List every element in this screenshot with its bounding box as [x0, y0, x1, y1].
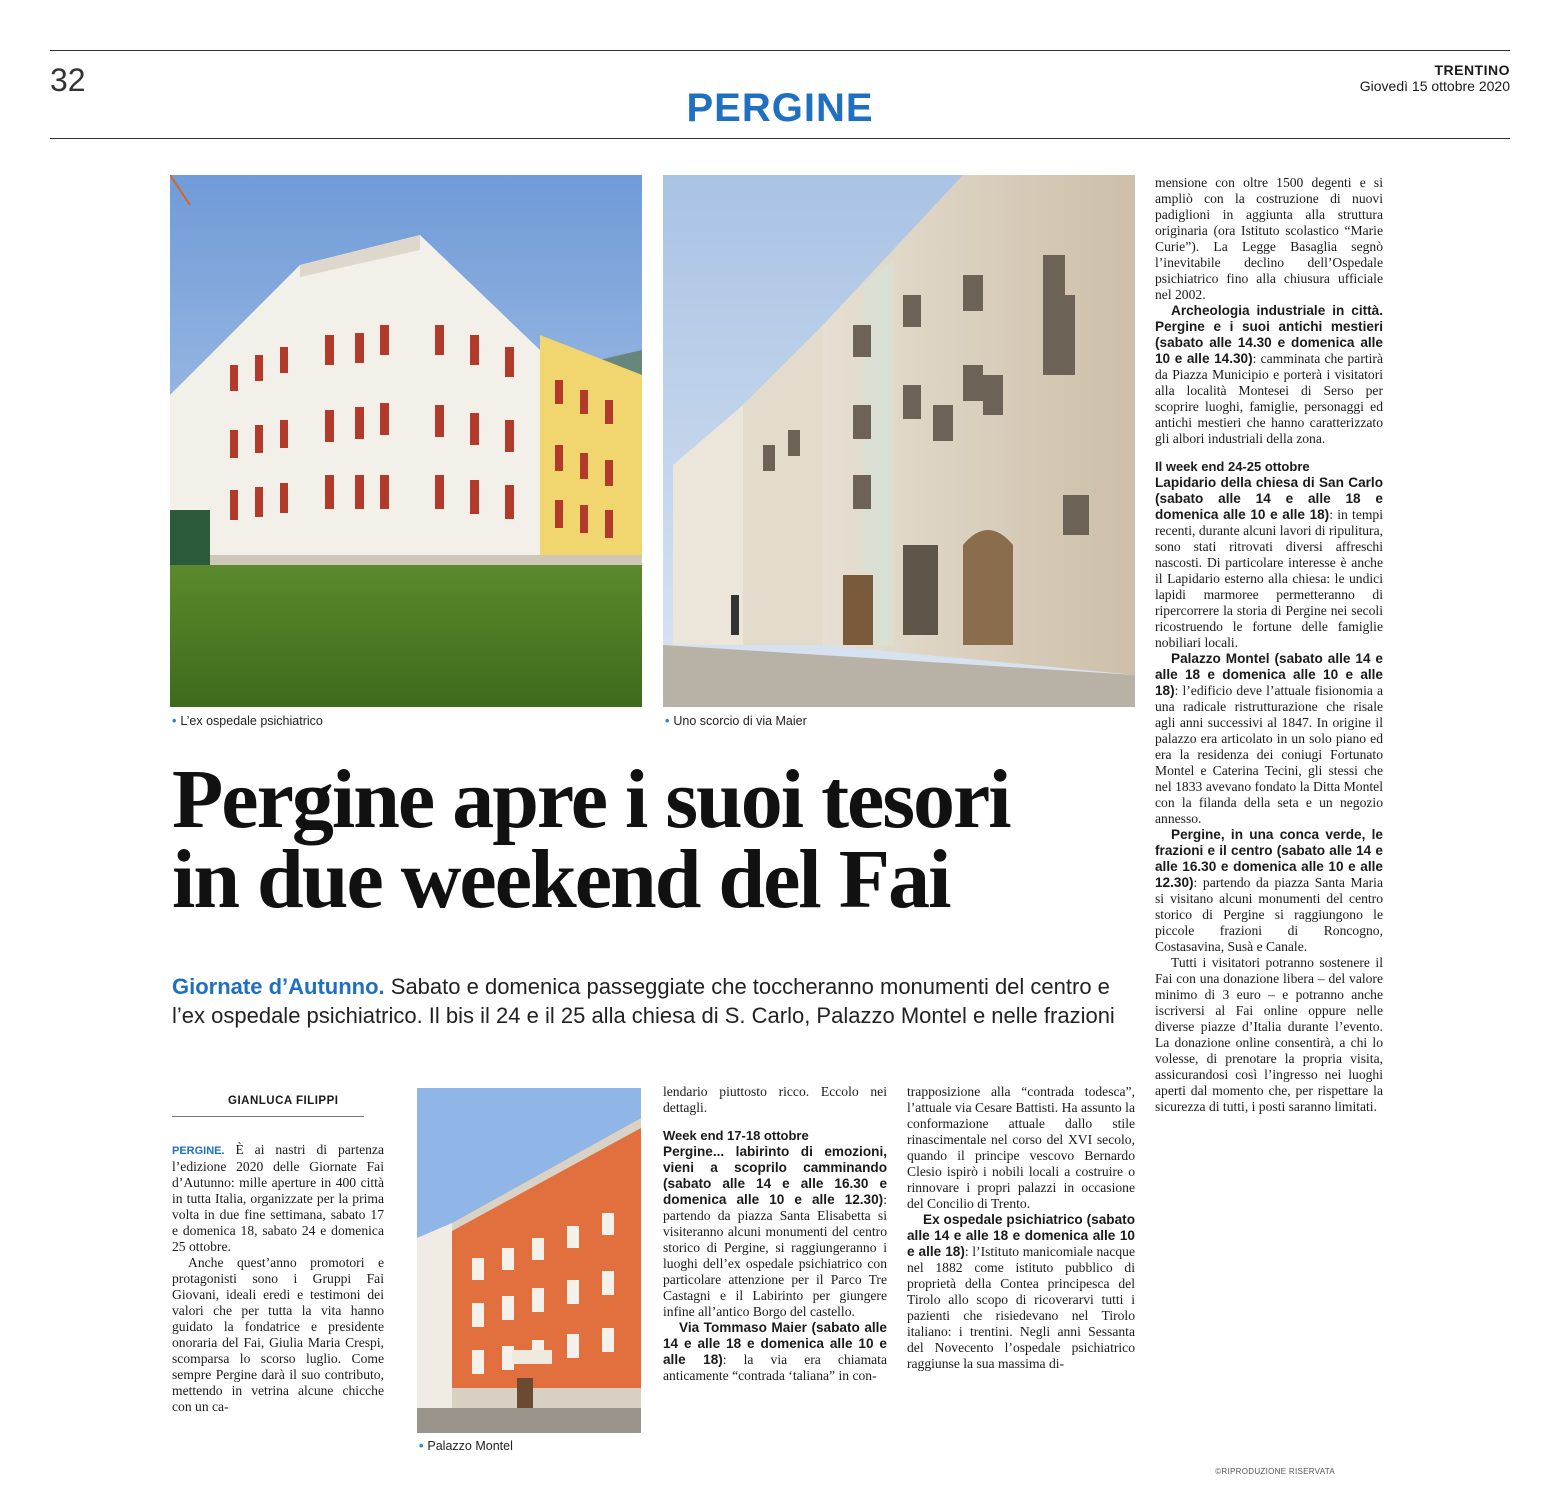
article-column-1 [172, 1142, 384, 1415]
page-number: 32 [50, 62, 86, 98]
paragraph: trapposizione alla “contrada todesca”, l’attuale via Cesare Battisti. Ha assunto la conformazione attuale dallo stile rinascimentale nel corso del XVI secolo, quando il principe vescovo Bernardo Clesio ispirò i nobili locali a costruire o rinnovare i propri palazzi in occasione del Concilio di Trento. [907, 1084, 1135, 1211]
paragraph: Lapidario della chiesa di San Carlo (sabato alle 14 e alle 18 e domenica alle 10 e alle 18): in tempi recenti, durante alcuni lavori di ripulitura, sono stati ritrovati diversi affreschi nascosti. Di particolare interesse è anche il Lapidario esterno alla chiesa: le undici lapidi marmoree permetteranno di ripercorrere la storia di Pergine nei secoli ricostruendo le fortune delle famiglie nobiliari locali. [1155, 475, 1384, 650]
paragraph: Ex ospedale psichiatrico (sabato alle 14 e alle 18 e domenica alle 10 e alle 18): l’Istituto manicomiale nacque nel 1882 come istituto pubblico di proprietà della Contea principesca del Tirolo allo scopo di ricoverarvi tutti i pazienti che risiedevano nel Tirolo italiano: i trentini. Negli anni Sessanta del Novecento l’ospedale psichiatrico raggiunse la sua massima di- [907, 1212, 1136, 1371]
newspaper-name: TRENTINO [1434, 62, 1510, 78]
article-column-5 [1155, 175, 1383, 1115]
paragraph: Pergine... labirinto di emozioni, vieni a scoprilo camminando (sabato alle 14 e alle 16.30 e domenica alle 10 e alle 12.30): partendo da piazza Santa Elisabetta si visiteranno alcuni monumenti del centro storico di Pergine, si raggiungeranno i luoghi dell’ex ospedale psichiatrico con particolare attenzione per il Parco Tre Castagni e il Labirinto per giungere infine all’antico Borgo del castello. [663, 1144, 887, 1319]
paragraph: Anche quest’anno promotori e protagonisti sono i Gruppi Fai Giovani, ideali eredi e testimoni dei valori che per tutta la vita hanno guidato la fondatrice e presidente onoraria del Fai, Giulia Maria Crespi, scomparsa lo scorso luglio. Come sempre Pergine darà il suo contributo, mettendo in vetrina alcune chicche con un ca- [172, 1255, 384, 1414]
subheadline [172, 972, 1142, 1030]
section-title: PERGINE [686, 86, 874, 130]
photo-via-maier [663, 175, 1135, 707]
issue-date: Giovedì 15 ottobre 2020 [1359, 78, 1510, 94]
paragraph: mensione con oltre 1500 degenti e si ampliò con la costruzione di nuovi padiglioni in aggiunta alla struttura originaria (ora Istituto scolastico “Marie Curie”). La Legge Basaglia segnò l’inevitabile declino dell’Ospedale psichiatrico fino alla chiusura ufficiale nel 2002. [1155, 175, 1383, 302]
copyright-notice: ©RIPRODUZIONE RISERVATA [1215, 1467, 1335, 1476]
subhead-text: Sabato e domenica passeggiate che toccheranno monumenti del centro e l’ex ospedale psichiatrico. Il bis il 24 e il 25 alla chiesa di S. Carlo, Palazzo Montel e nelle frazioni [172, 974, 1115, 1028]
photo-via-maier-image [663, 175, 1135, 707]
subsection-heading: Il week end 24-25 ottobre [1155, 459, 1310, 474]
article-column-4 [907, 1084, 1135, 1372]
paragraph: PERGINE. È ai nastri di partenza l’edizione 2020 delle Giornate Fai d’Autunno: mille aperture in 400 città in tutta Italia, organizzate per la prima volta in due fine settimana, sabato 17 e domenica 18, sabato 24 e domenica 25 ottobre. [172, 1142, 384, 1254]
top-rule [50, 50, 1510, 51]
headline-line-2: in due weekend del Fai [172, 833, 950, 926]
photo-caption-2: • Uno scorcio di via Maier [665, 714, 807, 728]
paragraph: lendario piuttosto ricco. Eccolo nei dettagli. [663, 1084, 887, 1115]
headline [172, 753, 1152, 926]
byline: GIANLUCA FILIPPI [228, 1095, 339, 1107]
paragraph: Tutti i visitatori potranno sostenere il Fai con una donazione libera – del valore minimo di 3 euro – e potranno anche iscriversi al Fai online oppure nelle diverse piazze d’Italia durante l’evento. La donazione online consentirà, a chi lo volesse, di prenotare la propria visita, assicurandosi così l’ingresso nei luoghi aperti dal momento che, per rispettare la sicurezza di tutti, i posti saranno limitati. [1155, 955, 1383, 1114]
photo-palazzo-montel-image [417, 1088, 641, 1433]
subhead-lead: Giornate d’Autunno. [172, 974, 385, 999]
paragraph: Archeologia industriale in città. Pergine e i suoi antichi mestieri (sabato alle 14.30 e domenica alle 10 e alle 14.30): camminata che partirà da Piazza Municipio e porterà i visitatori alla località Montesei di Serso per scoprire luoghi, famiglie, personaggi ed antichi mestieri che hanno caratterizzato gli albori industriali della zona. [1155, 303, 1383, 446]
headline-line-1: Pergine apre i suoi tesori [172, 753, 1010, 846]
paragraph: Pergine, in una conca verde, le frazioni e il centro (sabato alle 14 e alle 16.30 e domenica alle 10 e alle 12.30): partendo da piazza Santa Maria si visitano alcuni monumenti del centro storico di Pergine si raggiungono le piccole frazioni di Roncogno, Costasavina, Susà e Canale. [1155, 827, 1383, 954]
photo-palazzo-montel [417, 1088, 641, 1433]
dateline: PERGINE. [172, 1145, 225, 1157]
photo-ex-ospedale [170, 175, 642, 707]
byline-rule [172, 1116, 364, 1117]
photo-caption-1: • L’ex ospedale psichiatrico [172, 714, 323, 728]
paragraph: Via Tommaso Maier (sabato alle 14 e alle 18 e domenica alle 10 e alle 18): la via era chiamata anticamente “contrada ‘taliana” in con- [663, 1320, 887, 1383]
photo-caption-3: • Palazzo Montel [419, 1439, 513, 1453]
subsection-heading: Week end 17-18 ottobre [663, 1128, 809, 1143]
paragraph: Palazzo Montel (sabato alle 14 e alle 18 e domenica alle 10 e alle 18): l’edificio deve l’attuale fisionomia a una radicale ristrutturazione che risale agli anni successivi al 1847. In origine il palazzo era articolato in un solo piano ed era la residenza dei coniugi Fortunato Montel e Caterina Tecini, gli stessi che nel 1833 avevano fondato la Ditta Montel con la filanda della seta e un negozio annesso. [1155, 651, 1383, 826]
header-rule [50, 138, 1510, 139]
article-column-3 [663, 1084, 887, 1384]
photo-ex-ospedale-image [170, 175, 642, 707]
